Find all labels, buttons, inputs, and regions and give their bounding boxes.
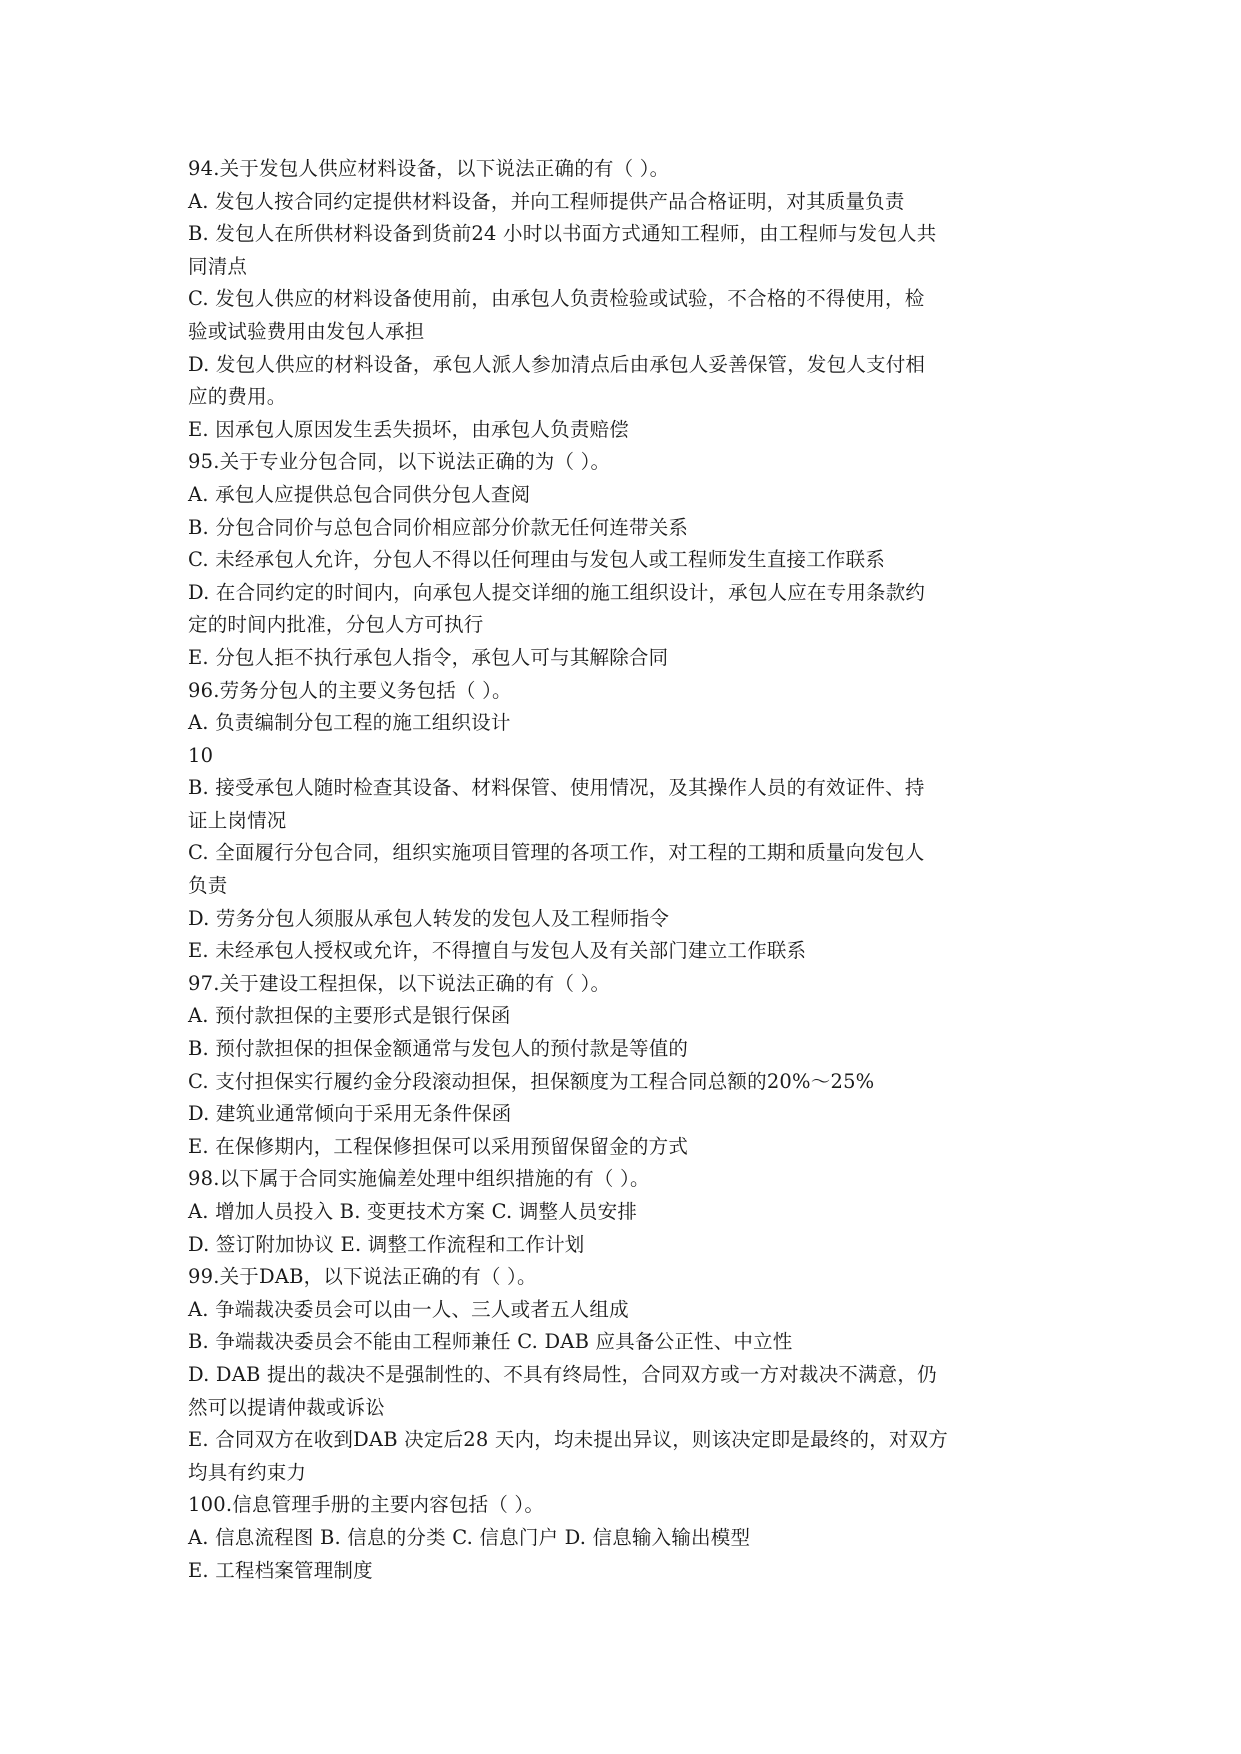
text-line: B. 接受承包人随时检查其设备、材料保管、使用情况，及其操作人员的有效证件、持 (188, 776, 925, 800)
text-line: A. 争端裁决委员会可以由一人、三人或者五人组成 (188, 1297, 629, 1321)
text-line: D. DAB 提出的裁决不是强制性的、不具有终局性，合同双方或一方对裁决不满意，仍 (188, 1362, 937, 1386)
text-line: 94.关于发包人供应材料设备，以下说法正确的有（ ）。 (188, 157, 670, 180)
text-line: 99.关于DAB，以下说法正确的有（ ）。 (188, 1265, 537, 1289)
text-line: E. 分包人拒不执行承包人指令，承包人可与其解除合同 (188, 645, 669, 669)
text-line: D. 签订附加协议 E. 调整工作流程和工作计划 (188, 1232, 585, 1256)
text-line: B. 分包合同价与总包合同价相应部分价款无任何连带关系 (188, 515, 689, 539)
text-line: C. 支付担保实行履约金分段滚动担保，担保额度为工程合同总额的20%～25% (188, 1069, 875, 1093)
text-line: 定的时间内批准，分包人方可执行 (188, 613, 484, 637)
document-body (188, 153, 1048, 1587)
text-line: E. 工程档案管理制度 (188, 1558, 373, 1582)
text-line: 应的费用。 (188, 385, 287, 409)
text-line: A. 负责编制分包工程的施工组织设计 (188, 711, 511, 735)
text-line: 均具有约束力 (188, 1460, 307, 1484)
text-line: 验或试验费用由发包人承担 (188, 319, 425, 343)
text-line: C. 未经承包人允许，分包人不得以任何理由与发包人或工程师发生直接工作联系 (188, 548, 886, 572)
text-line: 96.劳务分包人的主要义务包括（ ）。 (188, 678, 512, 702)
text-line: D. 在合同约定的时间内，向承包人提交详细的施工组织设计，承包人应在专用条款约 (188, 580, 926, 604)
text-line: 然可以提请仲裁或诉讼 (188, 1395, 386, 1419)
text-line: 负责 (188, 874, 228, 898)
text-line: 100.信息管理手册的主要内容包括（ ）。 (188, 1493, 545, 1517)
text-line: A. 增加人员投入 B. 变更技术方案 C. 调整人员安排 (188, 1200, 638, 1223)
text-line: 10 (188, 743, 214, 767)
text-line: B. 发包人在所供材料设备到货前24 小时以书面方式通知工程师，由工程师与发包人共 (188, 222, 937, 246)
text-line: B. 预付款担保的担保金额通常与发包人的预付款是等值的 (188, 1037, 689, 1061)
text-line: 同清点 (188, 254, 248, 278)
text-line: E. 因承包人原因发生丢失损坏，由承包人负责赔偿 (188, 417, 629, 441)
text-line: C. 全面履行分包合同，组织实施项目管理的各项工作，对工程的工期和质量向发包人 (188, 841, 925, 865)
text-line: A. 发包人按合同约定提供材料设备，并向工程师提供产品合格证明，对其质量负责 (188, 189, 905, 213)
text-line: C. 发包人供应的材料设备使用前，由承包人负责检验或试验，不合格的不得使用，检 (188, 287, 925, 311)
text-line: D. 发包人供应的材料设备，承包人派人参加清点后由承包人妥善保管，发包人支付相 (188, 352, 926, 376)
text-line: A. 承包人应提供总包合同供分包人查阅 (188, 482, 531, 506)
text-line: 97.关于建设工程担保，以下说法正确的有（ ）。 (188, 971, 611, 995)
text-line: 98.以下属于合同实施偏差处理中组织措施的有（ ）。 (188, 1167, 650, 1191)
text-line: B. 争端裁决委员会不能由工程师兼任 C. DAB 应具备公正性、中立性 (188, 1330, 793, 1354)
text-line: E. 合同双方在收到DAB 决定后28 天内，均未提出异议，则该决定即是最终的，对双方 (188, 1428, 948, 1452)
text-line: A. 信息流程图 B. 信息的分类 C. 信息门户 D. 信息输入输出模型 (188, 1525, 751, 1549)
text-line: E. 未经承包人授权或允许，不得擅自与发包人及有关部门建立工作联系 (188, 939, 807, 963)
text-line: D. 建筑业通常倾向于采用无条件保函 (188, 1102, 512, 1126)
text-line: 证上岗情况 (188, 808, 287, 832)
text-line: A. 预付款担保的主要形式是银行保函 (188, 1004, 511, 1028)
text-line: 95.关于专业分包合同，以下说法正确的为（ ）。 (188, 450, 611, 474)
text-line: E. 在保修期内，工程保修担保可以采用预留保留金的方式 (188, 1134, 689, 1158)
text-line: D. 劳务分包人须服从承包人转发的发包人及工程师指令 (188, 906, 670, 930)
